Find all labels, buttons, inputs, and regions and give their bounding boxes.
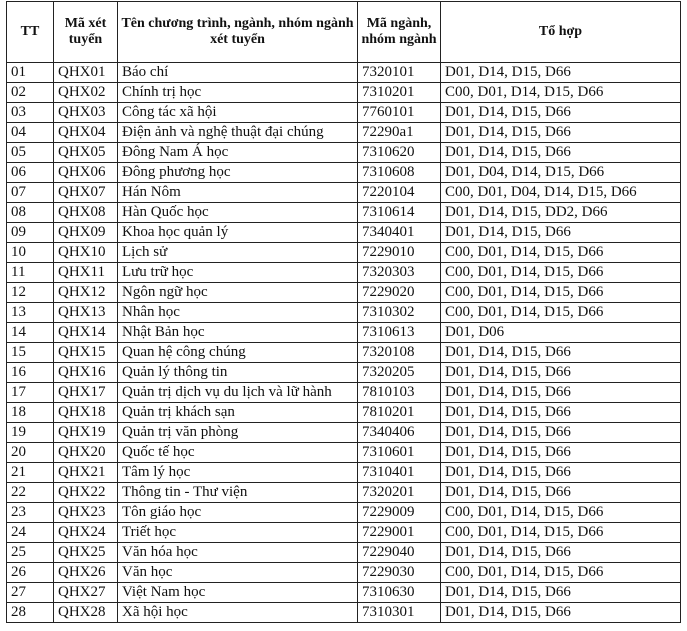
cell-program-name: Ngôn ngữ học xyxy=(118,283,358,303)
table-row xyxy=(7,303,681,323)
cell-tt: 17 xyxy=(7,383,54,403)
cell-admission-code: QHX20 xyxy=(54,443,118,463)
cell-tt: 01 xyxy=(7,63,54,83)
cell-major-code: 7220104 xyxy=(358,183,441,203)
cell-tt: 26 xyxy=(7,563,54,583)
cell-tt: 25 xyxy=(7,543,54,563)
cell-program-name: Xã hội học xyxy=(118,603,358,623)
cell-program-name: Tôn giáo học xyxy=(118,503,358,523)
cell-subject-combination: D01, D14, D15, D66 xyxy=(441,223,681,243)
cell-admission-code: QHX09 xyxy=(54,223,118,243)
table-row xyxy=(7,363,681,383)
cell-tt: 24 xyxy=(7,523,54,543)
cell-admission-code: QHX19 xyxy=(54,423,118,443)
header-program-name: Tên chương trình, ngành, nhóm ngành xét tuyển xyxy=(118,2,358,63)
cell-major-code: 7310613 xyxy=(358,323,441,343)
cell-subject-combination: D01, D14, D15, D66 xyxy=(441,363,681,383)
cell-admission-code: QHX11 xyxy=(54,263,118,283)
table-row xyxy=(7,223,681,243)
cell-tt: 02 xyxy=(7,83,54,103)
cell-program-name: Lưu trữ học xyxy=(118,263,358,283)
header-admission-code: Mã xét tuyển xyxy=(54,2,118,63)
cell-admission-code: QHX08 xyxy=(54,203,118,223)
cell-tt: 19 xyxy=(7,423,54,443)
cell-program-name: Quản trị văn phòng xyxy=(118,423,358,443)
table-row xyxy=(7,203,681,223)
table-row xyxy=(7,283,681,303)
cell-major-code: 7340401 xyxy=(358,223,441,243)
cell-major-code: 7310302 xyxy=(358,303,441,323)
cell-tt: 07 xyxy=(7,183,54,203)
cell-major-code: 7320201 xyxy=(358,483,441,503)
cell-subject-combination: C00, D01, D14, D15, D66 xyxy=(441,243,681,263)
cell-program-name: Chính trị học xyxy=(118,83,358,103)
table-body xyxy=(7,63,681,623)
table-row xyxy=(7,143,681,163)
table-row xyxy=(7,83,681,103)
table-row xyxy=(7,463,681,483)
cell-admission-code: QHX23 xyxy=(54,503,118,523)
cell-major-code: 7229020 xyxy=(358,283,441,303)
cell-major-code: 7320205 xyxy=(358,363,441,383)
cell-admission-code: QHX28 xyxy=(54,603,118,623)
table-row xyxy=(7,543,681,563)
table-row xyxy=(7,503,681,523)
cell-subject-combination: C00, D01, D14, D15, D66 xyxy=(441,303,681,323)
cell-admission-code: QHX06 xyxy=(54,163,118,183)
cell-tt: 09 xyxy=(7,223,54,243)
cell-program-name: Hán Nôm xyxy=(118,183,358,203)
cell-admission-code: QHX02 xyxy=(54,83,118,103)
cell-major-code: 7310601 xyxy=(358,443,441,463)
cell-subject-combination: D01, D14, D15, D66 xyxy=(441,543,681,563)
table-row xyxy=(7,483,681,503)
cell-major-code: 7810201 xyxy=(358,403,441,423)
table-row xyxy=(7,563,681,583)
cell-tt: 14 xyxy=(7,323,54,343)
cell-subject-combination: C00, D01, D14, D15, D66 xyxy=(441,263,681,283)
cell-admission-code: QHX05 xyxy=(54,143,118,163)
cell-subject-combination: C00, D01, D14, D15, D66 xyxy=(441,563,681,583)
cell-tt: 10 xyxy=(7,243,54,263)
cell-tt: 23 xyxy=(7,503,54,523)
cell-tt: 28 xyxy=(7,603,54,623)
cell-admission-code: QHX12 xyxy=(54,283,118,303)
header-subject-combination: Tổ hợp xyxy=(441,2,681,63)
cell-subject-combination: D01, D14, D15, D66 xyxy=(441,403,681,423)
cell-program-name: Đông Nam Á học xyxy=(118,143,358,163)
cell-subject-combination: D01, D04, D14, D15, D66 xyxy=(441,163,681,183)
cell-admission-code: QHX18 xyxy=(54,403,118,423)
cell-program-name: Quan hệ công chúng xyxy=(118,343,358,363)
cell-major-code: 7340406 xyxy=(358,423,441,443)
cell-program-name: Tâm lý học xyxy=(118,463,358,483)
cell-program-name: Văn học xyxy=(118,563,358,583)
header-tt: TT xyxy=(7,2,54,63)
cell-subject-combination: D01, D06 xyxy=(441,323,681,343)
cell-major-code: 7310620 xyxy=(358,143,441,163)
cell-program-name: Báo chí xyxy=(118,63,358,83)
cell-admission-code: QHX16 xyxy=(54,363,118,383)
cell-major-code: 7229040 xyxy=(358,543,441,563)
cell-major-code: 72290a1 xyxy=(358,123,441,143)
cell-admission-code: QHX15 xyxy=(54,343,118,363)
cell-major-code: 7320303 xyxy=(358,263,441,283)
cell-subject-combination: D01, D14, D15, D66 xyxy=(441,463,681,483)
cell-admission-code: QHX26 xyxy=(54,563,118,583)
cell-tt: 15 xyxy=(7,343,54,363)
cell-program-name: Điện ảnh và nghệ thuật đại chúng xyxy=(118,123,358,143)
cell-program-name: Khoa học quản lý xyxy=(118,223,358,243)
cell-major-code: 7229001 xyxy=(358,523,441,543)
cell-admission-code: QHX10 xyxy=(54,243,118,263)
cell-tt: 22 xyxy=(7,483,54,503)
table-row xyxy=(7,403,681,423)
cell-subject-combination: C00, D01, D04, D14, D15, D66 xyxy=(441,183,681,203)
cell-subject-combination: C00, D01, D14, D15, D66 xyxy=(441,283,681,303)
cell-program-name: Quản trị dịch vụ du lịch và lữ hành xyxy=(118,383,358,403)
table-row xyxy=(7,523,681,543)
cell-subject-combination: D01, D14, D15, D66 xyxy=(441,63,681,83)
header-row xyxy=(7,2,681,63)
cell-tt: 13 xyxy=(7,303,54,323)
cell-tt: 06 xyxy=(7,163,54,183)
cell-major-code: 7310630 xyxy=(358,583,441,603)
cell-major-code: 7310608 xyxy=(358,163,441,183)
cell-subject-combination: D01, D14, D15, D66 xyxy=(441,143,681,163)
cell-tt: 12 xyxy=(7,283,54,303)
cell-admission-code: QHX25 xyxy=(54,543,118,563)
cell-major-code: 7310401 xyxy=(358,463,441,483)
cell-program-name: Thông tin - Thư viện xyxy=(118,483,358,503)
table-row xyxy=(7,263,681,283)
table-row xyxy=(7,163,681,183)
cell-subject-combination: D01, D14, D15, D66 xyxy=(441,443,681,463)
cell-tt: 04 xyxy=(7,123,54,143)
cell-subject-combination: D01, D14, D15, D66 xyxy=(441,423,681,443)
cell-subject-combination: D01, D14, D15, D66 xyxy=(441,123,681,143)
cell-program-name: Quản trị khách sạn xyxy=(118,403,358,423)
table-row xyxy=(7,63,681,83)
cell-admission-code: QHX04 xyxy=(54,123,118,143)
cell-subject-combination: D01, D14, D15, D66 xyxy=(441,583,681,603)
table-row xyxy=(7,123,681,143)
cell-program-name: Văn hóa học xyxy=(118,543,358,563)
cell-major-code: 7320108 xyxy=(358,343,441,363)
cell-admission-code: QHX03 xyxy=(54,103,118,123)
cell-subject-combination: D01, D14, D15, D66 xyxy=(441,343,681,363)
cell-tt: 03 xyxy=(7,103,54,123)
cell-major-code: 7229009 xyxy=(358,503,441,523)
cell-major-code: 7760101 xyxy=(358,103,441,123)
cell-tt: 05 xyxy=(7,143,54,163)
cell-program-name: Việt Nam học xyxy=(118,583,358,603)
cell-major-code: 7310614 xyxy=(358,203,441,223)
cell-admission-code: QHX01 xyxy=(54,63,118,83)
cell-major-code: 7810103 xyxy=(358,383,441,403)
table-row xyxy=(7,323,681,343)
cell-tt: 16 xyxy=(7,363,54,383)
cell-major-code: 7229010 xyxy=(358,243,441,263)
cell-program-name: Triết học xyxy=(118,523,358,543)
table-row xyxy=(7,443,681,463)
cell-program-name: Nhật Bản học xyxy=(118,323,358,343)
cell-major-code: 7310201 xyxy=(358,83,441,103)
cell-major-code: 7229030 xyxy=(358,563,441,583)
cell-program-name: Công tác xã hội xyxy=(118,103,358,123)
cell-subject-combination: C00, D01, D14, D15, D66 xyxy=(441,83,681,103)
cell-tt: 18 xyxy=(7,403,54,423)
cell-program-name: Nhân học xyxy=(118,303,358,323)
cell-subject-combination: D01, D14, D15, D66 xyxy=(441,483,681,503)
table-row xyxy=(7,343,681,363)
cell-subject-combination: D01, D14, D15, DD2, D66 xyxy=(441,203,681,223)
cell-subject-combination: D01, D14, D15, D66 xyxy=(441,603,681,623)
cell-program-name: Lịch sử xyxy=(118,243,358,263)
table-row xyxy=(7,383,681,403)
cell-admission-code: QHX17 xyxy=(54,383,118,403)
cell-admission-code: QHX24 xyxy=(54,523,118,543)
admission-table xyxy=(6,1,681,623)
cell-tt: 27 xyxy=(7,583,54,603)
table-header xyxy=(7,2,681,63)
table-row xyxy=(7,583,681,603)
cell-major-code: 7310301 xyxy=(358,603,441,623)
cell-admission-code: QHX27 xyxy=(54,583,118,603)
cell-subject-combination: C00, D01, D14, D15, D66 xyxy=(441,523,681,543)
cell-subject-combination: C00, D01, D14, D15, D66 xyxy=(441,503,681,523)
cell-admission-code: QHX13 xyxy=(54,303,118,323)
cell-program-name: Hàn Quốc học xyxy=(118,203,358,223)
cell-major-code: 7320101 xyxy=(358,63,441,83)
cell-program-name: Quốc tế học xyxy=(118,443,358,463)
table-row xyxy=(7,603,681,623)
cell-tt: 21 xyxy=(7,463,54,483)
cell-subject-combination: D01, D14, D15, D66 xyxy=(441,103,681,123)
cell-program-name: Đông phương học xyxy=(118,163,358,183)
cell-program-name: Quản lý thông tin xyxy=(118,363,358,383)
cell-subject-combination: D01, D14, D15, D66 xyxy=(441,383,681,403)
cell-admission-code: QHX14 xyxy=(54,323,118,343)
cell-admission-code: QHX22 xyxy=(54,483,118,503)
table-row xyxy=(7,423,681,443)
cell-tt: 11 xyxy=(7,263,54,283)
cell-tt: 08 xyxy=(7,203,54,223)
table-row xyxy=(7,103,681,123)
table-row xyxy=(7,183,681,203)
cell-admission-code: QHX21 xyxy=(54,463,118,483)
table-row xyxy=(7,243,681,263)
header-major-code: Mã ngành, nhóm ngành xyxy=(358,2,441,63)
cell-admission-code: QHX07 xyxy=(54,183,118,203)
cell-tt: 20 xyxy=(7,443,54,463)
